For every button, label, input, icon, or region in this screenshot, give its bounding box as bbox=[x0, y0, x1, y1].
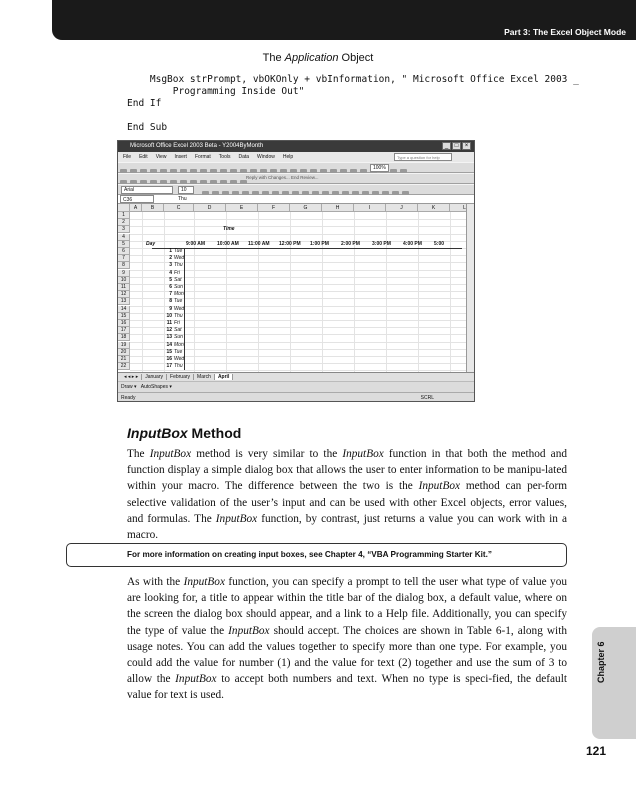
name-box[interactable]: C36 bbox=[120, 195, 154, 203]
chapter-tab bbox=[592, 627, 636, 739]
cell-day-number[interactable]: 15 bbox=[166, 348, 172, 355]
font-name-box[interactable]: Arial bbox=[121, 186, 173, 194]
column-header[interactable]: E bbox=[226, 204, 258, 212]
code-line: End Sub bbox=[127, 122, 168, 133]
cell-time[interactable]: 1:00 PM bbox=[310, 240, 329, 247]
sheet-tabs bbox=[118, 372, 474, 381]
grid-line bbox=[354, 212, 355, 372]
cell-time[interactable]: 10:00 AM bbox=[217, 240, 239, 247]
cell-day-number[interactable]: 8 bbox=[169, 298, 172, 305]
cell-weekday[interactable]: Wed bbox=[174, 356, 185, 362]
window-title: Microsoft Office Excel 2003 Beta - Y2004ByMonth bbox=[130, 143, 264, 149]
text-run: to accept both numbers and text. When no type is speci-fied, the default value for text is used. bbox=[127, 673, 567, 702]
cell-weekday[interactable]: Thu bbox=[174, 262, 183, 269]
column-header[interactable]: L bbox=[450, 204, 475, 212]
cell-weekday[interactable]: Thu bbox=[174, 363, 183, 370]
cell-day-number[interactable]: 10 bbox=[166, 312, 172, 319]
column-header[interactable]: B bbox=[142, 204, 164, 212]
row-header[interactable]: 17 bbox=[118, 327, 130, 334]
code-listing bbox=[127, 74, 579, 134]
cell-weekday[interactable]: Tue bbox=[174, 348, 183, 355]
row-header[interactable]: 10 bbox=[118, 277, 130, 284]
sheet-tab[interactable]: April bbox=[215, 374, 233, 380]
cell-time[interactable]: 12:00 PM bbox=[279, 240, 301, 247]
toolbar-standard bbox=[118, 162, 474, 173]
cell-day-number[interactable]: 5 bbox=[169, 276, 172, 283]
cell-time[interactable]: 9:00 AM bbox=[186, 240, 205, 247]
running-title-italic: Application bbox=[284, 52, 339, 64]
ask-question-box[interactable]: Type a question for help bbox=[394, 153, 452, 161]
cell-weekday[interactable]: Tue bbox=[174, 248, 183, 254]
row-header[interactable]: 11 bbox=[118, 284, 130, 291]
window-button[interactable]: × bbox=[462, 142, 471, 150]
italic-term: InputBox bbox=[215, 512, 258, 525]
row-header[interactable]: 16 bbox=[118, 320, 130, 327]
menu-item[interactable]: Insert bbox=[174, 154, 187, 160]
cell-weekday[interactable]: Sun bbox=[174, 334, 183, 341]
running-title-pre: The bbox=[262, 52, 285, 64]
column-header[interactable]: F bbox=[258, 204, 290, 212]
header-bar bbox=[52, 0, 636, 40]
page-number: 121 bbox=[585, 744, 606, 758]
cell-time[interactable]: 5:00 bbox=[434, 240, 445, 247]
sheet-tab[interactable]: January bbox=[142, 374, 167, 380]
column-header[interactable]: D bbox=[194, 204, 226, 212]
cell-time[interactable]: 2:00 PM bbox=[341, 240, 360, 247]
reply-changes[interactable]: Reply with Changes... End Review... bbox=[246, 175, 319, 180]
window-title-bar bbox=[118, 141, 474, 152]
running-title-post: Object bbox=[338, 52, 374, 64]
cell-weekday[interactable]: Fri bbox=[174, 320, 180, 326]
cell-day-number[interactable]: 2 bbox=[169, 255, 172, 262]
row-header[interactable]: 5 bbox=[118, 241, 130, 248]
cell-day-number[interactable]: 3 bbox=[169, 262, 172, 269]
paragraph-2 bbox=[127, 574, 567, 704]
select-all-corner[interactable] bbox=[118, 204, 130, 212]
row-header[interactable]: 1 bbox=[118, 212, 130, 219]
zoom-box[interactable]: 100% bbox=[370, 164, 389, 172]
column-header[interactable]: G bbox=[290, 204, 322, 212]
row-header[interactable]: 22 bbox=[118, 363, 130, 370]
cell-day-number[interactable]: 17 bbox=[166, 363, 172, 370]
grid-line bbox=[194, 212, 195, 372]
grid-line bbox=[142, 212, 143, 372]
cell-time[interactable]: 11:00 AM bbox=[248, 240, 270, 247]
section-heading bbox=[127, 425, 241, 441]
grid-line bbox=[290, 212, 291, 372]
row-header[interactable]: 19 bbox=[118, 342, 130, 349]
menu-item[interactable]: Format bbox=[194, 154, 211, 160]
menu-item[interactable]: View bbox=[155, 154, 167, 160]
column-header[interactable]: A bbox=[130, 204, 142, 212]
menu-item[interactable]: Tools bbox=[218, 154, 231, 160]
row-header[interactable]: 6 bbox=[118, 248, 130, 255]
paragraph-1 bbox=[127, 446, 567, 543]
row-header[interactable]: 7 bbox=[118, 255, 130, 262]
cell-day-number[interactable]: 7 bbox=[169, 291, 172, 298]
row-header[interactable]: 2 bbox=[118, 219, 130, 226]
cell-day-number[interactable]: 4 bbox=[169, 269, 172, 276]
cell-weekday[interactable]: Sat bbox=[174, 327, 182, 334]
italic-term: InputBox bbox=[183, 576, 225, 588]
section-heading-rest: Method bbox=[187, 425, 242, 441]
row-header[interactable]: 12 bbox=[118, 291, 130, 298]
cross-reference-note: For more information on creating input boxes, see Chapter 4, “VBA Programming Starter Kit.” bbox=[66, 543, 567, 567]
column-header[interactable]: H bbox=[322, 204, 354, 212]
cell-time[interactable]: 3:00 PM bbox=[372, 240, 391, 247]
formula-content[interactable]: Thu bbox=[178, 196, 187, 202]
sheet-tab[interactable]: March bbox=[194, 374, 215, 380]
column-header[interactable]: C bbox=[164, 204, 194, 212]
italic-term: InputBox bbox=[149, 448, 192, 460]
running-title bbox=[0, 52, 636, 64]
sheet-tab[interactable]: February bbox=[167, 374, 194, 380]
code-line: End If bbox=[127, 98, 162, 109]
cell-day-label[interactable]: Day bbox=[146, 240, 156, 247]
cell-day-number[interactable]: 14 bbox=[166, 341, 172, 348]
formula-bar bbox=[118, 195, 474, 204]
draw-menu[interactable]: Draw ▾ bbox=[121, 384, 137, 390]
text-run: function, you can specify a prompt to tell the user what type of value you are looking for, a title to appear within the title bar of the dialog box, a default value, where on the screen the dialog box should appear, and a link to a Help file. Additionally, you can specify the type of value the bbox=[127, 576, 567, 637]
grid-line bbox=[258, 212, 259, 372]
header-rule bbox=[152, 248, 462, 249]
cell-day-number[interactable]: 11 bbox=[166, 320, 172, 326]
excel-screenshot bbox=[117, 140, 475, 402]
window-button[interactable]: _ bbox=[442, 142, 451, 150]
row-header[interactable]: 8 bbox=[118, 262, 130, 269]
row-header[interactable]: 18 bbox=[118, 334, 130, 341]
cell-weekday[interactable]: Tue bbox=[174, 298, 183, 305]
column-header[interactable]: J bbox=[386, 204, 418, 212]
cell-weekday[interactable]: Thu bbox=[174, 312, 183, 319]
italic-term: InputBox bbox=[228, 624, 270, 637]
cell-weekday[interactable]: Mon bbox=[174, 291, 184, 298]
code-line: MsgBox strPrompt, vbOKOnly + vbInformation, " Microsoft Office Excel 2003 _ bbox=[127, 74, 579, 85]
window-buttons bbox=[442, 142, 471, 150]
row-header[interactable]: 14 bbox=[118, 306, 130, 313]
grid-line bbox=[418, 212, 419, 372]
menu-item[interactable]: Edit bbox=[139, 154, 148, 160]
tab-scroll-buttons[interactable]: ◂ ◂ ▸ ▸ bbox=[121, 374, 142, 380]
part-title: Part 3: The Excel Object Mode bbox=[504, 27, 626, 37]
italic-term: InputBox bbox=[175, 673, 217, 686]
menu-item[interactable]: Window bbox=[257, 154, 275, 160]
code-line bbox=[127, 110, 579, 122]
cell-time-label[interactable]: Time bbox=[223, 226, 235, 233]
font-size-box[interactable]: 10 bbox=[178, 186, 194, 194]
cell-day-number[interactable]: 1 bbox=[169, 248, 172, 254]
window-button[interactable]: □ bbox=[452, 142, 461, 150]
status-bar bbox=[118, 392, 474, 402]
menu-item[interactable]: Help bbox=[282, 154, 294, 160]
row-header[interactable]: 4 bbox=[118, 234, 130, 241]
cell-weekday[interactable]: Wed bbox=[174, 255, 185, 262]
cell-weekday[interactable]: Sun bbox=[174, 284, 183, 290]
text-run: method is very similar to the bbox=[191, 448, 343, 460]
italic-term: InputBox bbox=[342, 448, 384, 460]
cell-day-number[interactable]: 6 bbox=[169, 284, 172, 290]
text-run: should accept. The choices are shown in Table 6-1, along with usage notes. You can add the values together to specify more than one type. For example, you could add the value for number (1) and the value for text (2) together and use the sum of 3 to allow the bbox=[127, 624, 567, 686]
code-line: Programming Inside Out" bbox=[127, 86, 305, 97]
grid-line bbox=[322, 212, 323, 372]
cell-day-number[interactable]: 12 bbox=[166, 327, 172, 334]
row-header[interactable]: 15 bbox=[118, 313, 130, 320]
status-scrl: SCRL bbox=[420, 395, 434, 401]
chapter-label: Chapter 6 bbox=[596, 641, 606, 683]
column-header[interactable]: K bbox=[418, 204, 450, 212]
cell-day-number[interactable]: 16 bbox=[166, 356, 172, 362]
cell-weekday[interactable]: Wed bbox=[174, 305, 185, 312]
grid-line bbox=[450, 212, 451, 372]
worksheet-grid[interactable] bbox=[118, 204, 468, 372]
cell-time[interactable]: 4:00 PM bbox=[403, 240, 422, 247]
row-header[interactable]: 20 bbox=[118, 349, 130, 356]
section-heading-italic: InputBox bbox=[127, 425, 188, 441]
row-header[interactable]: 13 bbox=[118, 298, 130, 305]
cell-weekday[interactable]: Fri bbox=[174, 269, 180, 276]
toolbar-formatting bbox=[118, 184, 474, 195]
menu-item[interactable]: File bbox=[123, 154, 132, 160]
cell-weekday[interactable]: Sat bbox=[174, 276, 182, 283]
row-header[interactable]: 3 bbox=[118, 226, 130, 233]
column-header[interactable]: I bbox=[354, 204, 386, 212]
toolbar-reviewing bbox=[118, 173, 474, 184]
autoshapes-menu[interactable]: AutoShapes ▾ bbox=[140, 384, 172, 390]
status-ready: Ready bbox=[121, 395, 136, 401]
row-header[interactable]: 21 bbox=[118, 356, 130, 363]
cell-day-number[interactable]: 9 bbox=[169, 305, 172, 312]
vertical-scrollbar[interactable] bbox=[466, 204, 474, 372]
text-run: method can per-form selective validation of the user’s input and can be used with other Excel objects, error values, and formulas. The bbox=[127, 480, 567, 525]
text-run: As with the bbox=[127, 576, 184, 588]
cell-weekday[interactable]: Mon bbox=[174, 341, 184, 348]
drawing-toolbar bbox=[118, 381, 474, 392]
text-run: function in that both the method and function display a simple dialog box that allows the user to enter information to be manipu-lated within your macro. The difference between the two is the bbox=[127, 448, 567, 493]
text-run: The bbox=[127, 448, 150, 460]
cell-day-number[interactable]: 13 bbox=[166, 334, 172, 341]
grid-line bbox=[226, 212, 227, 372]
menu-item[interactable]: Data bbox=[238, 154, 250, 160]
row-header[interactable]: 9 bbox=[118, 270, 130, 277]
italic-term: InputBox bbox=[418, 480, 461, 493]
grid-line bbox=[386, 212, 387, 372]
text-run: function, by contrast, just returns a value you can work with in a macro. bbox=[127, 512, 567, 542]
